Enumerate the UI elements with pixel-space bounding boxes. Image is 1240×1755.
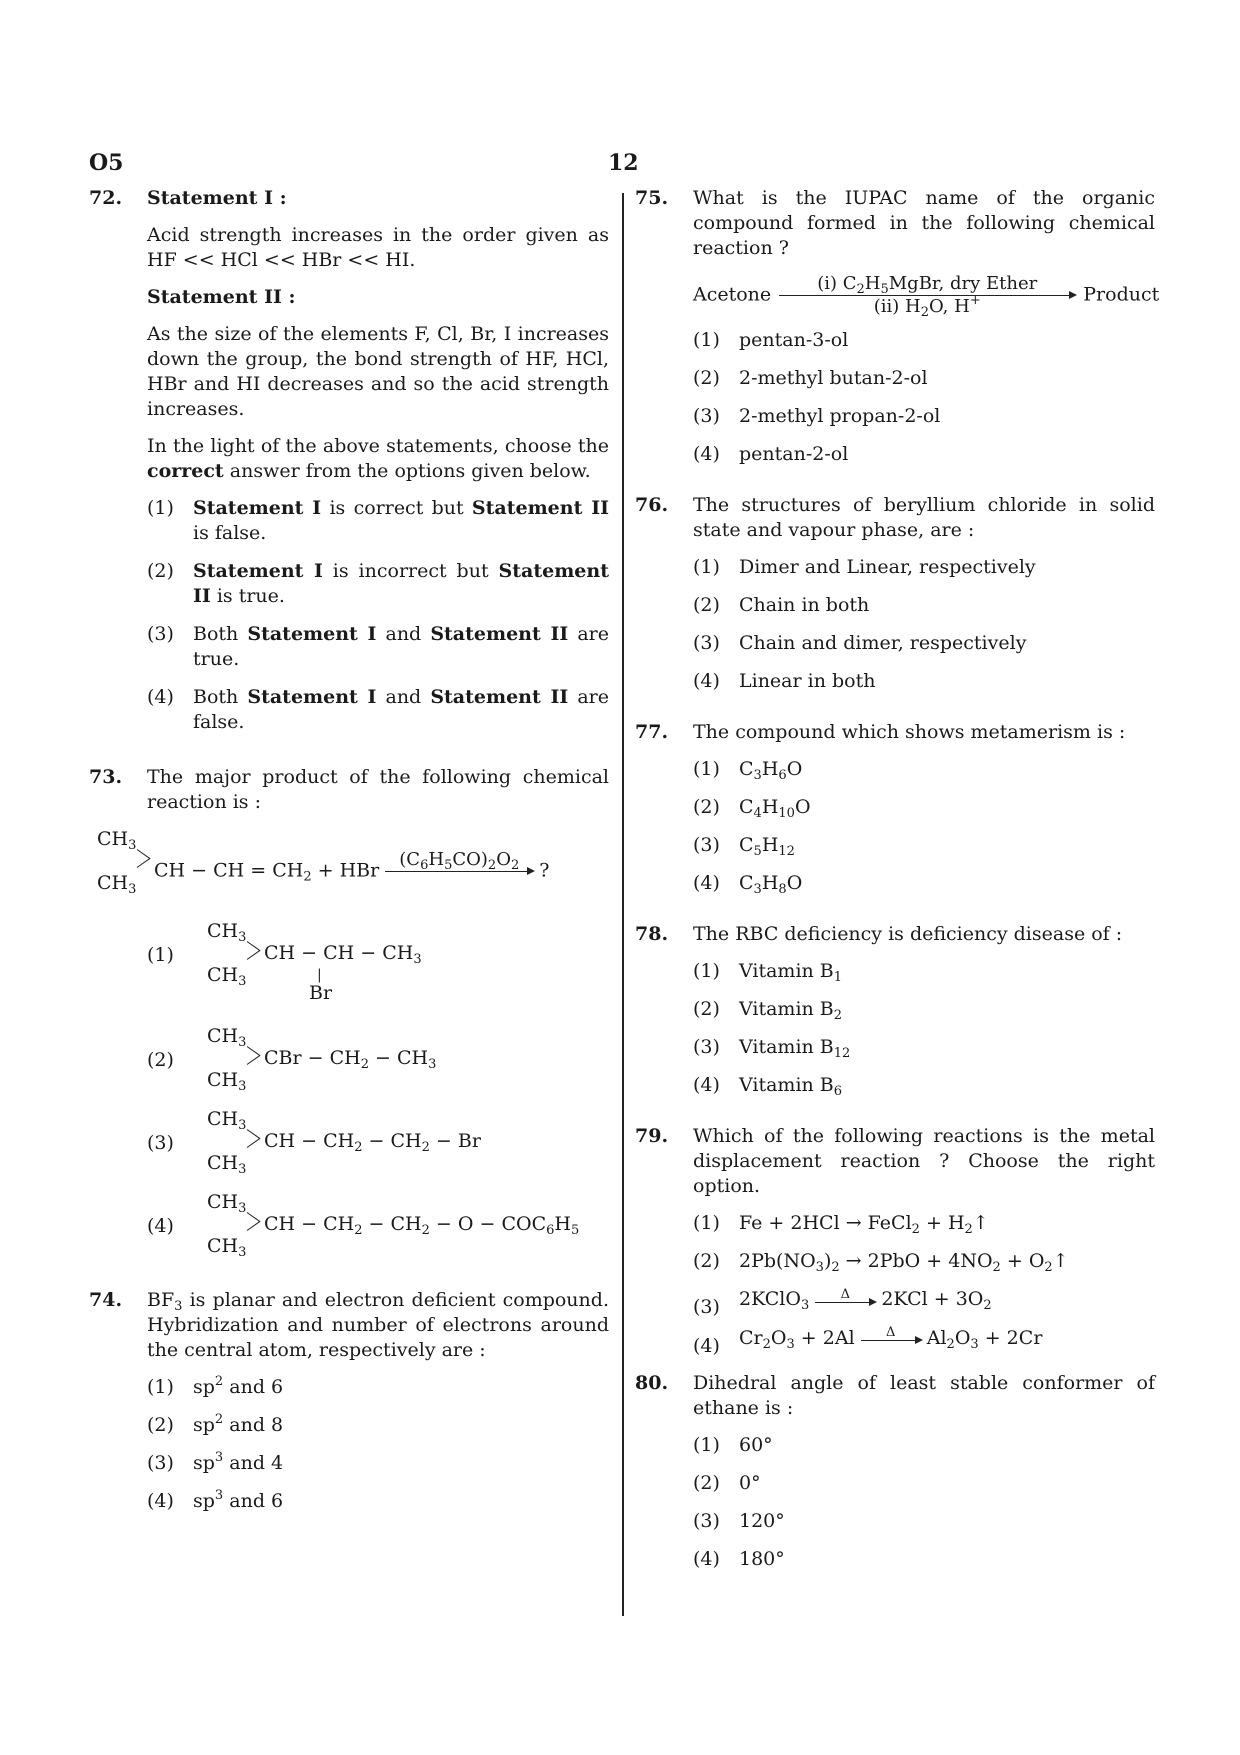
option-1[interactable]	[693, 555, 1155, 580]
opt-text: Chain and dimer, respectively	[739, 632, 1027, 654]
opt-text: and 6	[229, 1490, 284, 1512]
statement-2-text: As the size of the elements F, Cl, Br, I increases down the group, the bond strength of HF, HCl, HBr and HI decreases and so the acid strength increases.	[147, 323, 609, 420]
option-label: (2)	[147, 1414, 174, 1436]
reaction-equation: Acetone (i) $C_2H_5MgBr$, dry Ether (ii) $H_2O$, H+ Product	[693, 273, 1160, 320]
option-2[interactable]	[147, 1024, 609, 1094]
option-4[interactable]	[147, 1190, 609, 1260]
instruction	[147, 434, 609, 484]
option-label: (2)	[693, 1250, 720, 1272]
option-label: (1)	[147, 1376, 174, 1398]
stem-b: is planar and electron deficient compound. Hybridization and number of electrons around the central atom, respectively are :	[147, 1289, 609, 1361]
question-74	[89, 1288, 609, 1514]
right-column	[635, 186, 1160, 1585]
question-number: 72.	[89, 187, 123, 209]
option-2[interactable]: (2) $2Pb(NO_3)_2 \to 2PbO + 4NO_2$ + $O_2↑$	[693, 1250, 1069, 1275]
opt-text: Linear in both	[739, 670, 876, 692]
option-2[interactable]: (2) $sp^2$ and 8	[147, 1412, 284, 1436]
question-number: 80.	[635, 1372, 669, 1394]
structure-2: $CH_3$ $CH_3$ CBr − $CH_2 - CH_3$	[207, 1025, 437, 1094]
option-label: (2)	[693, 998, 720, 1020]
option-3[interactable]	[147, 1107, 609, 1177]
option-label: (1)	[693, 1434, 720, 1456]
question-stem: The compound which shows metamerism is :	[693, 721, 1126, 743]
option-4[interactable]: (4) $sp^3$ and 6	[147, 1488, 284, 1512]
question-77	[635, 720, 1155, 896]
option-4[interactable]	[693, 669, 1155, 694]
reactant: Acetone	[693, 283, 772, 306]
question-number: 73.	[89, 766, 123, 788]
opt-text: is false.	[193, 522, 267, 544]
option-3[interactable]	[693, 404, 1155, 429]
option-label: (2)	[147, 1049, 174, 1071]
opt-text: Statement I	[193, 497, 322, 519]
option-3[interactable]	[693, 631, 1155, 656]
option-1[interactable]: (1) Vitamin $B_1$	[693, 960, 843, 985]
question-stem: Which of the following reactions is the metal displacement reaction ? Choose the right option.	[693, 1125, 1155, 1197]
option-label: (4)	[147, 686, 174, 708]
option-label: (1)	[147, 944, 174, 966]
opt-text: pentan-2-ol	[739, 443, 849, 465]
option-label: (1)	[693, 1212, 720, 1234]
opt-text: and	[376, 623, 431, 645]
structure-4: $CH_3$ $CH_3$ CH − $CH_2 - CH_2 - O - COC_6H_5$	[207, 1191, 580, 1260]
question-stem: $BF_3$ is planar and electron deficient compound. Hybridization and number of electrons around the central atom, respectively are :	[147, 1289, 609, 1361]
opt-text: are false.	[193, 686, 609, 733]
option-1[interactable]	[147, 496, 609, 546]
option-label: (3)	[147, 623, 174, 645]
opt-text: and 6	[229, 1376, 284, 1398]
opt-text: Both	[193, 686, 248, 708]
option-label: (1)	[147, 497, 174, 519]
option-3[interactable]	[147, 622, 609, 672]
opt-text: is true.	[210, 585, 285, 607]
option-1[interactable]	[693, 1433, 1155, 1458]
option-label: (2)	[147, 560, 174, 582]
option-1[interactable]	[693, 328, 1155, 353]
opt-text: Statement I	[193, 560, 323, 582]
opt-text: are true.	[193, 623, 609, 670]
statement-2-label: Statement II :	[147, 286, 296, 308]
option-4[interactable]	[693, 442, 1155, 467]
question-stem: The major product of the following chemical reaction is :	[147, 766, 609, 813]
instruction-c: answer from the options given below.	[229, 460, 591, 482]
option-4[interactable]	[147, 685, 609, 735]
option-label: (4)	[147, 1215, 174, 1237]
structure-1: $CH_3$ $CH_3$ CH − CH − $CH_3$ | Br	[207, 920, 422, 1004]
column-divider	[622, 193, 624, 1616]
booklet-code: O5	[89, 150, 124, 176]
option-label: (4)	[693, 1334, 720, 1357]
delta-symbol: Δ	[840, 1286, 850, 1302]
question-80	[635, 1371, 1155, 1572]
question-stem: The structures of beryllium chloride in solid state and vapour phase, are :	[693, 494, 1155, 541]
opt-text: Both	[193, 623, 248, 645]
opt-text: Dimer and Linear, respectively	[739, 556, 1036, 578]
option-3[interactable]	[693, 1509, 1155, 1534]
opt-text: and 4	[229, 1452, 284, 1474]
option-label: (1)	[693, 960, 720, 982]
opt-text: Statement II	[471, 497, 609, 519]
instruction-a: In the light of the above statements, choose the	[147, 435, 609, 457]
question-number: 79.	[635, 1125, 669, 1147]
question-stem: Dihedral angle of least stable conformer of ethane is :	[693, 1372, 1155, 1419]
option-4[interactable]	[693, 1547, 1155, 1572]
opt-text: Statement II	[430, 686, 569, 708]
opt-text: and 8	[229, 1414, 284, 1436]
option-2[interactable]: (2) $C_4H_{10}O$	[693, 796, 811, 821]
option-2[interactable]	[147, 559, 609, 609]
option-4[interactable]: (4) Vitamin $B_6$	[693, 1074, 843, 1099]
option-label: (1)	[693, 329, 720, 351]
reaction-equation: $CH_3$ $CH_3$ CH − CH = $CH_2$ + HBr $(C_6H_5CO)_2O_2$ ?	[97, 828, 550, 897]
opt-text: Vitamin B	[739, 998, 834, 1020]
opt-text: 120°	[739, 1510, 785, 1532]
question-79	[635, 1124, 1155, 1357]
option-2[interactable]	[693, 366, 1155, 391]
option-label: (1)	[693, 556, 720, 578]
option-3[interactable]: (3) Vitamin $B_{12}$	[693, 1036, 851, 1061]
opt-text: and	[376, 686, 431, 708]
option-label: (3)	[693, 1510, 720, 1532]
option-label: (2)	[693, 796, 720, 818]
opt-text: 2-methyl butan-2-ol	[739, 367, 928, 389]
option-3[interactable]: (3) $sp^3$ and 4	[147, 1450, 284, 1474]
delta-symbol: Δ	[886, 1325, 896, 1340]
opt-text: 180°	[739, 1548, 785, 1570]
opt-text: Vitamin B	[739, 1074, 834, 1096]
page-number: 12	[608, 150, 639, 176]
question-number: 75.	[635, 187, 669, 209]
option-label: (4)	[147, 1490, 174, 1512]
stem-a: BF	[147, 1289, 175, 1311]
option-label: (1)	[693, 758, 720, 780]
option-label: (2)	[693, 367, 720, 389]
option-label: (2)	[693, 1472, 720, 1494]
option-label: (4)	[693, 1074, 720, 1096]
option-1[interactable]: (1) Fe + 2HCl → FeCl$_2$ + $H_2↑$	[693, 1212, 989, 1237]
option-label: (3)	[147, 1132, 174, 1154]
opt-text: 60°	[739, 1434, 773, 1456]
option-3[interactable]: (3) $C_5H_{12}$	[693, 834, 795, 859]
question-stem: The RBC deficiency is deficiency disease of :	[693, 923, 1123, 945]
option-label: (4)	[693, 443, 720, 465]
opt-text: Statement I	[247, 623, 377, 645]
option-label: (3)	[693, 405, 720, 427]
question-73	[89, 765, 609, 1260]
question-76	[635, 493, 1155, 694]
opt-text: is correct but	[321, 497, 472, 519]
product: Product	[1083, 283, 1160, 306]
opt-text: 2-methyl propan-2-ol	[739, 405, 941, 427]
statement-1-label: Statement I :	[147, 187, 287, 209]
opt-text: Statement II	[193, 560, 609, 607]
question-75	[635, 186, 1160, 467]
option-2[interactable]	[693, 1471, 1155, 1496]
option-1[interactable]: (1) $C_3H_6O$	[693, 758, 803, 783]
opt-text: Chain in both	[739, 594, 870, 616]
left-column	[89, 186, 609, 1527]
option-label: (3)	[693, 1036, 720, 1058]
opt-text: Vitamin B	[739, 1036, 834, 1058]
option-1[interactable]	[147, 919, 609, 1011]
option-label: (4)	[693, 670, 720, 692]
option-2[interactable]	[693, 593, 1155, 618]
option-3[interactable]: (3) 2KClO$_3$ Δ $2KCl + 3O_2$	[693, 1286, 992, 1318]
option-4[interactable]: (4) $C_3H_8O$	[693, 872, 803, 897]
question-number: 76.	[635, 494, 669, 516]
question-number: 78.	[635, 923, 669, 945]
question-stem: What is the IUPAC name of the organic compound formed in the following chemical reaction ?	[693, 187, 1155, 259]
opt-text: is incorrect but	[322, 560, 499, 582]
question-number: 77.	[635, 721, 669, 743]
question-72	[89, 186, 609, 735]
opt-text: Statement II	[430, 623, 569, 645]
option-label: (2)	[693, 594, 720, 616]
structure-3: $CH_3$ $CH_3$ CH − $CH_2 - CH_2 - Br$	[207, 1108, 481, 1177]
opt-text: Vitamin B	[739, 960, 834, 982]
opt-text: pentan-3-ol	[739, 329, 849, 351]
option-label: (3)	[693, 1296, 720, 1318]
option-1[interactable]: (1) $sp^2$ and 6	[147, 1374, 284, 1398]
question-78	[635, 922, 1155, 1098]
option-2[interactable]: (2) Vitamin $B_2$	[693, 998, 843, 1023]
question-number: 74.	[89, 1289, 123, 1311]
option-label: (3)	[147, 1452, 174, 1474]
reagent-label: $(C_6H_5CO)_2O_2$	[399, 849, 520, 873]
opt-text: Statement I	[247, 686, 377, 708]
option-label: (3)	[693, 834, 720, 856]
opt-text: 0°	[739, 1472, 761, 1494]
option-4[interactable]: (4) $Cr_2O_3 + 2Al$ Δ $Al_2O_3 + 2Cr$	[693, 1325, 1043, 1357]
option-label: (4)	[693, 872, 720, 894]
option-label: (3)	[693, 632, 720, 654]
statement-1-text: Acid strength increases in the order given as HF << HCl << HBr << HI.	[147, 224, 609, 271]
option-label: (4)	[693, 1548, 720, 1570]
instruction-b: correct	[147, 460, 224, 482]
